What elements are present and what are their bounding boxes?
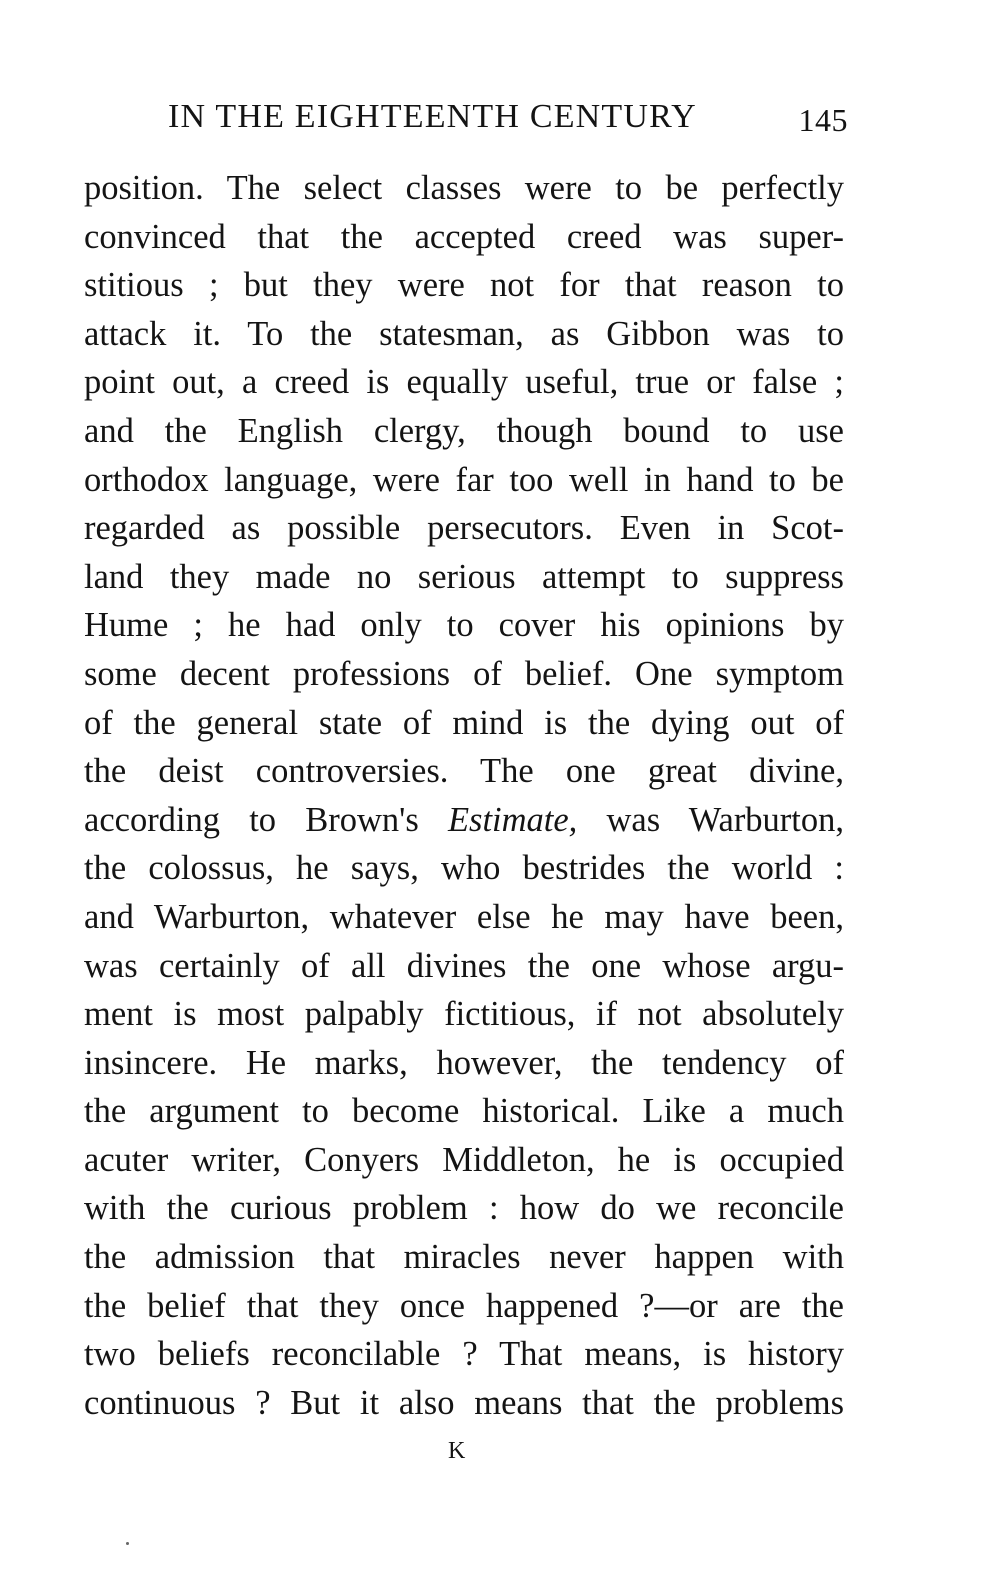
text-line: acuter writer, Conyers Middleton, he is occupied xyxy=(84,1140,844,1179)
text-line: and Warburton, whatever else he may have been, xyxy=(84,897,844,936)
text-line: the argument to become historical. Like a much xyxy=(84,1092,844,1131)
text-line: of the general state of mind is the dying out of xyxy=(84,703,844,742)
text-line: ment is most palpably fictitious, if not absolutely xyxy=(84,995,844,1034)
signature-mark: K xyxy=(448,1438,467,1464)
text-line: the colossus, he says, who bestrides the world : xyxy=(84,849,844,888)
text-line: Hume ; he had only to cover his opinions by xyxy=(84,606,844,645)
text-line: attack it. To the statesman, as Gibbon was to xyxy=(84,314,844,353)
text-segment: was Warburton, xyxy=(606,800,845,839)
text-segment: according to Brown's xyxy=(84,800,419,839)
text-line: with the curious problem : how do we reconcile xyxy=(84,1189,844,1228)
paper-speck xyxy=(126,1542,129,1545)
text-line: position. The select classes were to be perfectly xyxy=(84,169,844,207)
text-line: regarded as possible persecutors. Even in Scot- xyxy=(84,509,844,548)
text-line: convinced that the accepted creed was super- xyxy=(84,217,844,256)
text-line: insincere. He marks, however, the tendency of xyxy=(84,1043,844,1082)
running-title: IN THE EIGHTEENTH CENTURY xyxy=(168,98,697,135)
page-number: 145 xyxy=(798,102,848,138)
text-line: was certainly of all divines the one whose argu- xyxy=(84,946,844,985)
text-line: and the English clergy, though bound to use xyxy=(84,411,844,450)
text-line: continuous ? But it also means that the problems xyxy=(84,1383,844,1422)
text-line: the deist controversies. The one great divine, xyxy=(84,752,844,791)
text-line: land they made no serious attempt to suppress xyxy=(84,557,844,596)
text-line: point out, a creed is equally useful, true or false ; xyxy=(84,363,844,402)
text-line: orthodox language, were far too well in hand to be xyxy=(84,460,844,499)
italic-title: Estimate, xyxy=(447,800,578,839)
body-text xyxy=(84,164,844,1427)
text-line: stitious ; but they were not for that reason to xyxy=(84,266,844,305)
text-line: the admission that miracles never happen with xyxy=(84,1238,844,1277)
text-line: some decent professions of belief. One symptom xyxy=(84,654,844,693)
text-line: two beliefs reconcilable ? That means, is history xyxy=(84,1335,844,1374)
running-head xyxy=(168,98,848,146)
text-line: the belief that they once happened ?—or are the xyxy=(84,1286,844,1325)
text-line-with-italic xyxy=(84,796,844,845)
